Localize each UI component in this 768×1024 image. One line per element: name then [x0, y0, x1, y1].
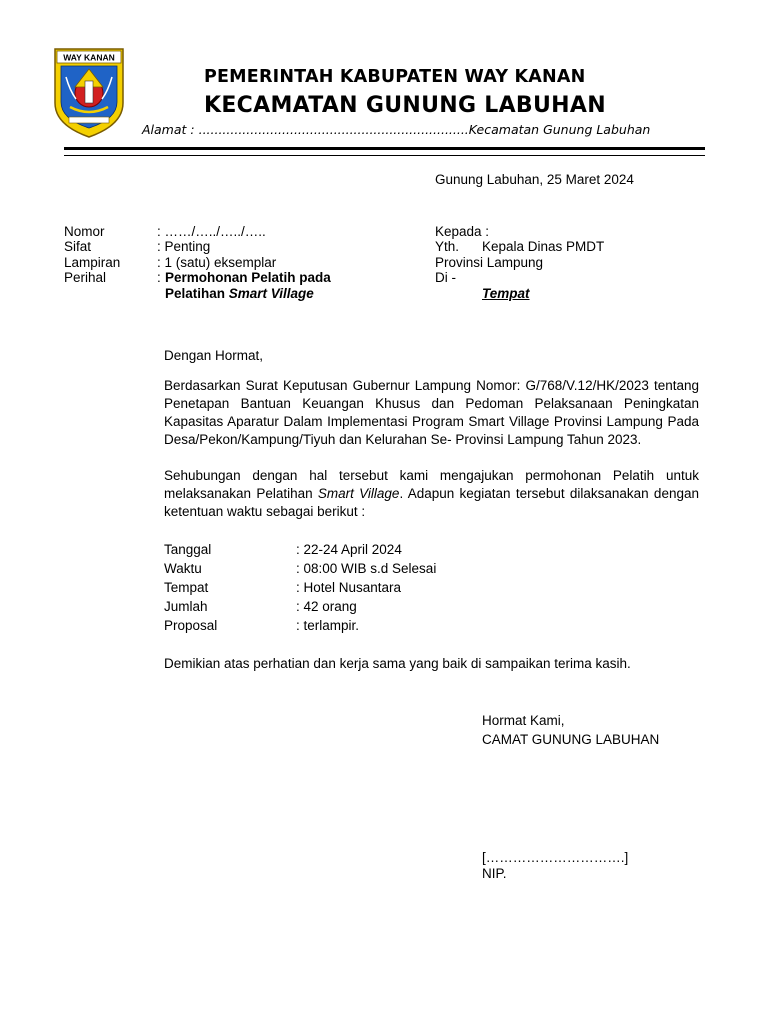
way-kanan-logo	[52, 47, 126, 139]
letterhead-government-name: PEMERINTAH KABUPATEN WAY KANAN	[204, 67, 586, 87]
paragraph-2-part-1: Sehubungan dengan hal tersebut kami mengajukan permohonan Pelatih untuk melaksanakan Pelatihan	[164, 468, 699, 501]
recipient-province: Provinsi Lampung	[435, 255, 544, 270]
detail-value-tempat: : Hotel Nusantara	[296, 580, 402, 595]
detail-value-tanggal: : 22-24 April 2024	[296, 542, 402, 557]
signature-title: CAMAT GUNUNG LABUHAN	[482, 732, 660, 747]
detail-label-tempat: Tempat	[164, 580, 209, 595]
perihal-line-1: Permohonan Pelatih pada	[165, 270, 331, 285]
paragraph-2-italic: Smart Village	[317, 486, 400, 501]
letterhead-rule-thick	[64, 147, 705, 150]
kepada-label: Kepada :	[435, 224, 490, 239]
detail-label-jumlah: Jumlah	[164, 599, 208, 614]
letterhead-district-name: KECAMATAN GUNUNG LABUHAN	[204, 93, 606, 118]
recipient-name: Kepala Dinas PMDT	[482, 239, 605, 254]
detail-value-waktu: : 08:00 WIB s.d Selesai	[296, 561, 437, 576]
signature-nip: NIP.	[482, 866, 507, 881]
address-dots: ....................................................................	[198, 122, 469, 137]
nomor-label: Nomor	[64, 224, 105, 239]
closing-sentence: Demikian atas perhatian dan kerja sama yang baik di sampaikan terima kasih.	[164, 656, 631, 671]
detail-label-waktu: Waktu	[164, 561, 202, 576]
sifat-label: Sifat	[64, 239, 92, 254]
detail-value-jumlah: : 42 orang	[296, 599, 357, 614]
greeting: Dengan Hormat,	[164, 348, 264, 363]
detail-value-proposal: : terlampir.	[296, 618, 360, 633]
yth-label: Yth.	[435, 239, 460, 254]
paragraph-2-part-2: . Adapun kegiatan tersebut dilaksanakan dengan ketentuan waktu sebagai berikut :	[164, 486, 699, 519]
letterhead-rule-thin	[64, 155, 705, 156]
perihal-colon: :	[157, 270, 161, 285]
lampiran-value: : 1 (satu) eksemplar	[157, 255, 277, 270]
logo-banner-text: WAY KANAN	[63, 52, 115, 63]
perihal-line-2	[165, 286, 314, 302]
perihal-line-2-prefix: Pelatihan	[165, 286, 229, 301]
detail-label-proposal: Proposal	[164, 618, 218, 633]
paragraph-1: Berdasarkan Surat Keputusan Gubernur Lampung Nomor: G/768/V.12/HK/2023 tentang Penetapan Bantuan Keuangan Khusus dan Pedoman Pelaksanaan Peningkatan Kapasitas Aparatur Dalam Implementasi Program Smart Village Provinsi Lampung Pada Desa/Pekon/Kampung/Tiyuh dan Kelurahan Se- Provinsi Lampung Tahun 2023.	[164, 378, 699, 447]
sifat-value: : Penting	[157, 239, 211, 254]
recipient-tempat: Tempat	[482, 286, 530, 301]
recipient-di: Di -	[435, 270, 456, 285]
signature-name-placeholder: [………………………….]	[482, 850, 629, 865]
paragraph-2	[164, 467, 699, 521]
detail-label-tanggal: Tanggal	[164, 542, 212, 557]
letter-date: Gunung Labuhan, 25 Maret 2024	[435, 172, 634, 187]
lampiran-label: Lampiran	[64, 255, 121, 270]
nomor-value: : ……/…../…../…..	[157, 224, 266, 239]
perihal-label: Perihal	[64, 270, 107, 285]
address-place: Kecamatan Gunung Labuhan	[468, 122, 651, 137]
address-label: Alamat :	[142, 122, 195, 137]
perihal-line-2-italic: Smart Village	[228, 286, 314, 301]
signature-regards: Hormat Kami,	[482, 713, 565, 728]
letterhead-address	[142, 122, 650, 137]
